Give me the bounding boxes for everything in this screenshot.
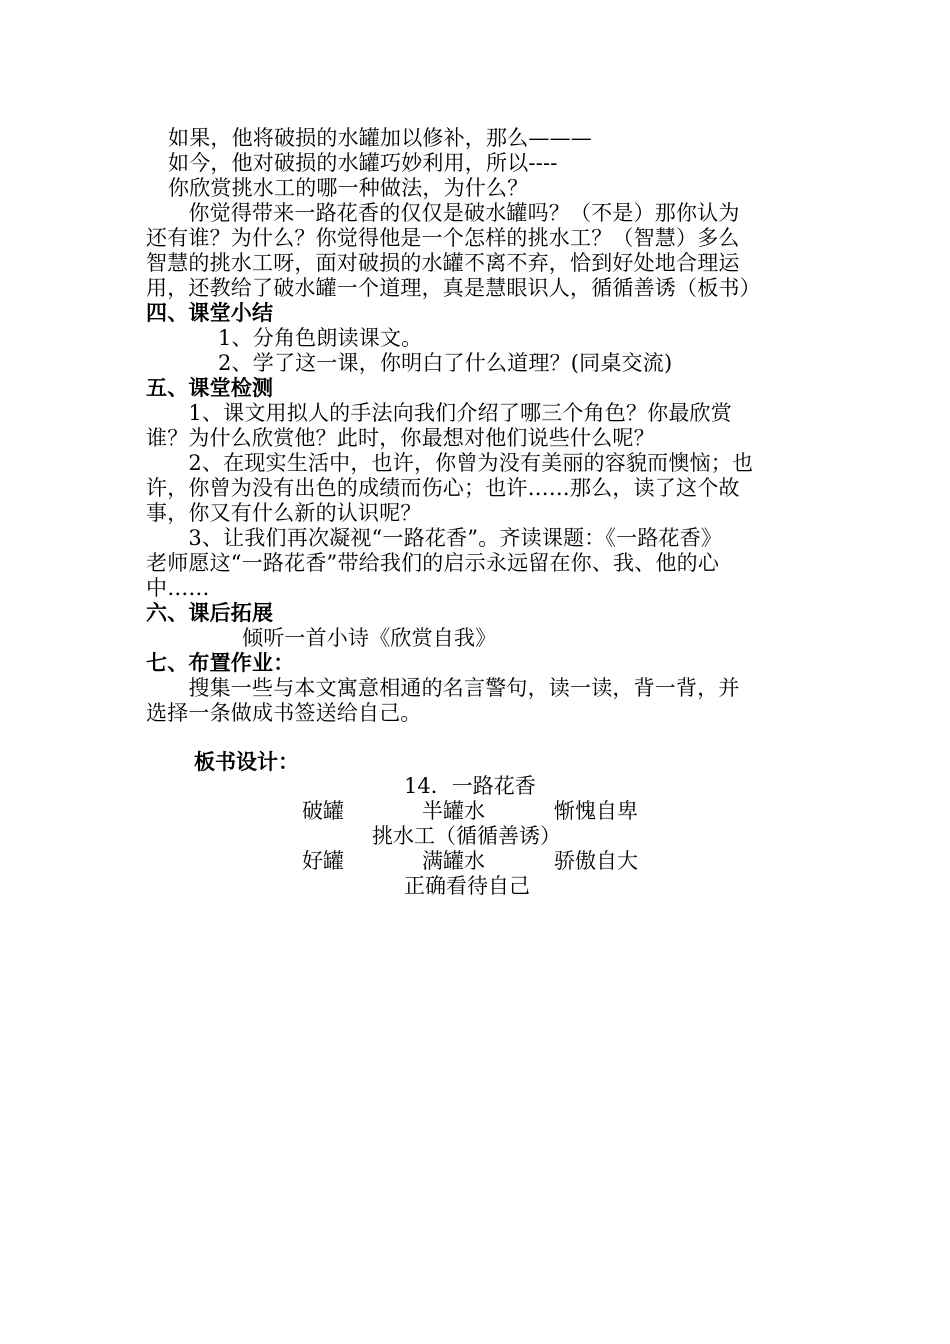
board-middle: 挑水工（循循善诱） bbox=[372, 824, 561, 848]
board-design-heading: 板书设计： bbox=[194, 750, 299, 774]
check-line: 许，你曾为没有出色的成绩而伤心；也许……那么，读了这个故 bbox=[146, 476, 740, 500]
section-heading-check: 五、课堂检测 bbox=[146, 376, 274, 400]
homework-line: 搜集一些与本文寓意相通的名言警句，读一读，背一背，并 bbox=[146, 676, 740, 700]
intro-paragraph-line: 智慧的挑水工呀，面对破损的水罐不离不弃，恰到好处地合理运 bbox=[146, 251, 740, 275]
board-row2-col3: 骄傲自大 bbox=[554, 849, 638, 873]
intro-line-2: 如今，他对破损的水罐巧妙利用，所以---- bbox=[168, 151, 558, 175]
board-bottom: 正确看待自己 bbox=[404, 874, 530, 898]
intro-line-1: 如果，他将破损的水罐加以修补，那么——— bbox=[168, 126, 592, 150]
board-row2-col2: 满罐水 bbox=[422, 849, 485, 873]
intro-paragraph-line: 你觉得带来一路花香的仅仅是破水罐吗？（不是）那你认为 bbox=[146, 201, 740, 225]
board-row1-col1: 破罐 bbox=[302, 799, 344, 823]
check-line: 老师愿这“一路花香”带给我们的启示永远留在你、我、他的心 bbox=[146, 551, 720, 575]
section-heading-homework: 七、布置作业： bbox=[146, 651, 295, 675]
summary-item: 1、分角色朗读课文。 bbox=[218, 326, 423, 350]
board-row2-col1: 好罐 bbox=[302, 849, 344, 873]
extension-line: 倾听一首小诗《欣赏自我》 bbox=[242, 626, 497, 650]
check-line: 1、课文用拟人的手法向我们介绍了哪三个角色？你最欣赏 bbox=[146, 401, 732, 425]
board-title: 14．一路花香 bbox=[404, 774, 536, 798]
section-heading-summary: 四、课堂小结 bbox=[146, 301, 274, 325]
check-line: 谁？为什么欣赏他？此时，你最想对他们说些什么呢？ bbox=[146, 426, 655, 450]
check-line: 2、在现实生活中，也许，你曾为没有美丽的容貌而懊恼；也 bbox=[146, 451, 754, 475]
check-line: 中…… bbox=[146, 576, 210, 600]
board-row1-col3: 惭愧自卑 bbox=[554, 799, 638, 823]
homework-line: 选择一条做成书签送给自己。 bbox=[146, 701, 422, 725]
board-row1-col2: 半罐水 bbox=[422, 799, 485, 823]
section-heading-extension: 六、课后拓展 bbox=[146, 601, 274, 625]
intro-paragraph-line: 用，还教给了破水罐一个道理，真是慧眼识人，循循善诱（板书） bbox=[146, 276, 761, 300]
check-line: 事，你又有什么新的认识呢？ bbox=[146, 501, 422, 525]
intro-paragraph-line: 还有谁？为什么？你觉得他是一个怎样的挑水工？（智慧）多么 bbox=[146, 226, 740, 250]
intro-line-3: 你欣赏挑水工的哪一种做法，为什么？ bbox=[168, 176, 529, 200]
summary-item: 2、学了这一课，你明白了什么道理？(同桌交流) bbox=[218, 351, 673, 375]
check-line: 3、让我们再次凝视“一路花香”。齐读课题：《一路花香》 bbox=[146, 526, 723, 550]
